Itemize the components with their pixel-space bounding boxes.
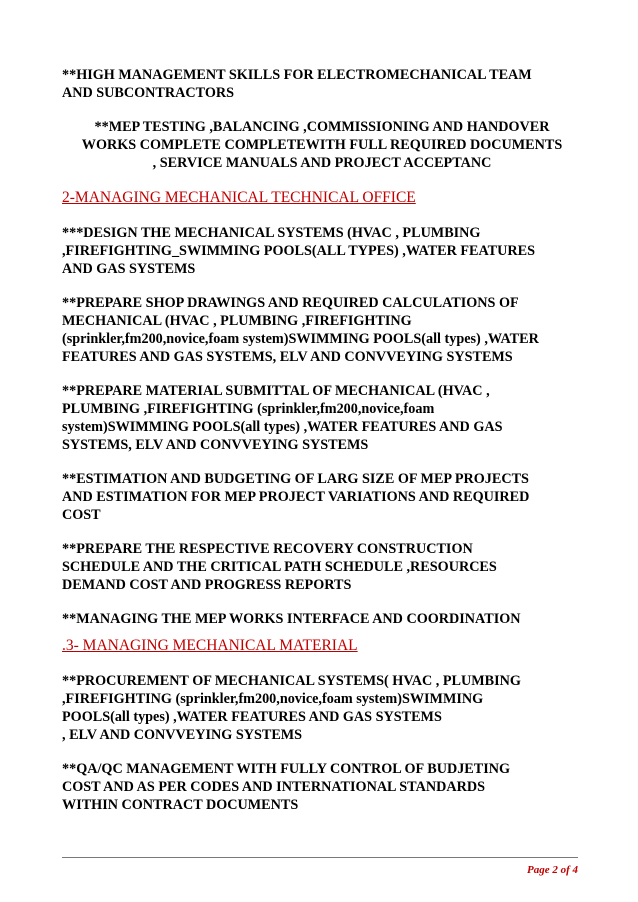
section-heading: .3- MANAGING MECHANICAL MATERIAL xyxy=(62,637,358,654)
paragraph xyxy=(62,118,582,172)
paragraph-line: MECHANICAL (HVAC , PLUMBING ,FIREFIGHTING xyxy=(62,313,412,329)
paragraph xyxy=(62,470,582,524)
paragraph xyxy=(62,224,582,278)
paragraph-line: AND ESTIMATION FOR MEP PROJECT VARIATIONS AND REQUIRED xyxy=(62,489,530,505)
paragraph-line: PLUMBING ,FIREFIGHTING (sprinkler,fm200,novice,foam xyxy=(62,401,435,417)
paragraph-line: SCHEDULE AND THE CRITICAL PATH SCHEDULE ,RESOURCES xyxy=(62,559,497,575)
paragraph-line: DEMAND COST AND PROGRESS REPORTS xyxy=(62,577,352,593)
section-heading: 2-MANAGING MECHANICAL TECHNICAL OFFICE xyxy=(62,189,416,206)
paragraph-line: **PREPARE THE RESPECTIVE RECOVERY CONSTRUCTION xyxy=(62,541,473,557)
paragraph xyxy=(62,610,582,628)
paragraph-line: COST AND AS PER CODES AND INTERNATIONAL STANDARDS xyxy=(62,779,485,795)
paragraph-line: **ESTIMATION AND BUDGETING OF LARG SIZE OF MEP PROJECTS xyxy=(62,471,529,487)
paragraph-line: **PROCUREMENT OF MECHANICAL SYSTEMS( HVAC , PLUMBING xyxy=(62,673,521,689)
paragraph-line: COST xyxy=(62,507,101,523)
paragraph-line: **PREPARE SHOP DRAWINGS AND REQUIRED CALCULATIONS OF xyxy=(62,295,519,311)
paragraph xyxy=(62,760,582,814)
paragraph-line: POOLS(all types) ,WATER FEATURES AND GAS SYSTEMS xyxy=(62,709,442,725)
paragraph-line: AND GAS SYSTEMS xyxy=(62,261,196,277)
page-number: Page 2 of 4 xyxy=(526,864,578,876)
paragraph-line: ,FIREFIGHTING (sprinkler,fm200,novice,foam system)SWIMMING xyxy=(62,691,484,707)
paragraph-line: ,FIREFIGHTING_SWIMMING POOLS(ALL TYPES) ,WATER FEATURES xyxy=(62,243,535,259)
paragraph xyxy=(62,294,582,366)
paragraph-line: , SERVICE MANUALS AND PROJECT ACCEPTANC xyxy=(152,155,492,171)
paragraph-line: (sprinkler,fm200,novice,foam system)SWIMMING POOLS(all types) ,WATER xyxy=(62,331,539,347)
paragraph xyxy=(62,672,582,744)
paragraph-line: **QA/QC MANAGEMENT WITH FULLY CONTROL OF BUDJETING xyxy=(62,761,511,777)
paragraph-line: **MEP TESTING ,BALANCING ,COMMISSIONING AND HANDOVER xyxy=(94,119,550,135)
paragraph xyxy=(62,382,582,454)
paragraph-line: **HIGH MANAGEMENT SKILLS FOR ELECTROMECHANICAL TEAM xyxy=(62,67,532,83)
paragraph-line: FEATURES AND GAS SYSTEMS, ELV AND CONVVEYING SYSTEMS xyxy=(62,349,513,365)
paragraph-line: ***DESIGN THE MECHANICAL SYSTEMS (HVAC , PLUMBING xyxy=(62,225,481,241)
paragraph-line: AND SUBCONTRACTORS xyxy=(62,85,234,101)
paragraph-line: **PREPARE MATERIAL SUBMITTAL OF MECHANICAL (HVAC , xyxy=(62,383,490,399)
paragraph-line: WITHIN CONTRACT DOCUMENTS xyxy=(62,797,299,813)
paragraph-line: SYSTEMS, ELV AND CONVVEYING SYSTEMS xyxy=(62,437,369,453)
footer-rule xyxy=(62,857,578,858)
paragraph-line: , ELV AND CONVVEYING SYSTEMS xyxy=(62,727,303,743)
paragraph-line: WORKS COMPLETE COMPLETEWITH FULL REQUIRED DOCUMENTS xyxy=(81,137,563,153)
paragraph xyxy=(62,540,582,594)
page-body xyxy=(62,66,582,830)
paragraph xyxy=(62,66,582,102)
paragraph-line: system)SWIMMING POOLS(all types) ,WATER FEATURES AND GAS xyxy=(62,419,503,435)
paragraph-line: **MANAGING THE MEP WORKS INTERFACE AND COORDINATION xyxy=(62,611,521,627)
